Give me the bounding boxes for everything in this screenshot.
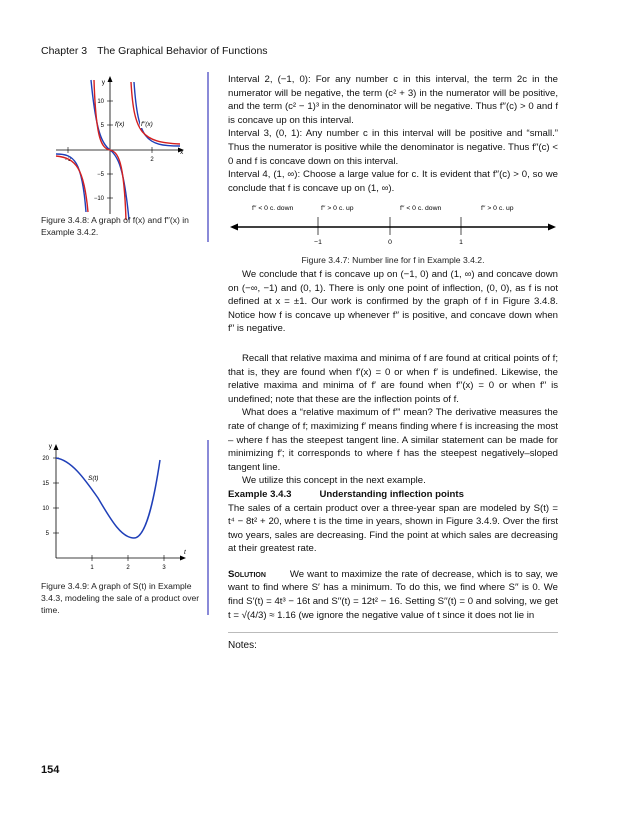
sidebar-rule-lower bbox=[207, 440, 209, 615]
figure-3-4-7-caption: Figure 3.4.7: Number line for f in Example 3.4.2. bbox=[301, 255, 485, 265]
numberline-label: f′′ > 0 c. up bbox=[481, 205, 514, 212]
fig348-x-label: x bbox=[180, 149, 184, 156]
notes-rule bbox=[228, 632, 558, 633]
figure-3-4-9-caption: Figure 3.4.9: A graph of S(t) in Example 3.4.3, modeling the sale of a product over time. bbox=[41, 581, 200, 615]
numberline-label: f′′ > 0 c. up bbox=[321, 205, 354, 212]
chapter-label: Chapter 3 bbox=[41, 45, 88, 57]
paragraph-what: What does a “relative maximum of f′” mean? The derivative measures the rate of change of f; maximizing f′ means finding where f is increasing the most – where f has the steepest tangent line. A similar statement can be made for minimizing f′; it corresponds to where f has the steepest negatively–sloped tangent line. bbox=[228, 407, 558, 473]
sidebar-rule bbox=[207, 72, 209, 242]
figure-3-4-8-caption: Figure 3.4.8: A graph of f(x) and f′′(x) in Example 3.4.2. bbox=[41, 215, 189, 237]
solution-label: Solution bbox=[228, 568, 266, 580]
fig349-y-label: y bbox=[48, 443, 52, 450]
paragraph-conclude: We conclude that f is concave up on (−1, 0) and (1, ∞) and concave down on (−∞, −1) and (0, 1). There is only one point of inflection, (0, 0), as f is not defined at x = ±1. Our work is confirmed by the graph of f in Figure 3.4.8. Notice how f is concave up whenever f′′ is positive, and concave down when f′′ is negative. bbox=[228, 269, 558, 335]
fpp-curve-left bbox=[56, 156, 88, 212]
fig349-ytick: 5 bbox=[45, 531, 49, 537]
fig349-ytick: 20 bbox=[42, 456, 49, 462]
paragraph-solution bbox=[228, 568, 558, 622]
fig348-ytick: −5 bbox=[97, 172, 104, 178]
figure-3-4-9-graph bbox=[36, 440, 196, 575]
fig348-xtick: 2 bbox=[150, 157, 154, 163]
s-curve bbox=[56, 458, 160, 538]
main-text-middle bbox=[228, 268, 558, 622]
figure-3-4-7-number-line bbox=[228, 200, 558, 248]
fig348-y-label: y bbox=[101, 79, 105, 86]
main-text-upper bbox=[228, 73, 558, 195]
numberline-tick: 0 bbox=[388, 239, 392, 246]
fig349-ytick: 10 bbox=[42, 506, 49, 512]
running-header bbox=[41, 45, 268, 57]
fig349-xtick: 3 bbox=[162, 565, 166, 571]
fig348-ytick: 5 bbox=[100, 123, 104, 129]
numberline-tick: −1 bbox=[314, 239, 322, 246]
paragraph-recall: Recall that relative maxima and minima of f are found at critical points of f; that is, they are found when f′(x) = 0 or when f′ is undefined. Likewise, the relative maxima and minima of f′ are found when f′′(x) = 0 or when f′′ is undefined; note that these are the inflection points of f. bbox=[228, 352, 558, 405]
paragraph-example: The sales of a certain product over a three-year span are modeled by S(t) = t⁴ − 8t² + 20, where t is the time in years, shown in Figure 3.4.9. Over the first two years, sales are decreasing. Find the point at which sales are decreasing at their greatest rate. bbox=[228, 502, 558, 555]
page-number: 154 bbox=[41, 764, 60, 776]
numberline-tick: 1 bbox=[459, 239, 463, 246]
f-curve-right bbox=[134, 82, 180, 146]
s-label: S(t) bbox=[88, 475, 99, 482]
fpp-curve-right bbox=[131, 82, 180, 144]
fpp-label: f′′(x) bbox=[141, 121, 153, 128]
chapter-title: The Graphical Behavior of Functions bbox=[97, 45, 268, 57]
figure-3-4-8-graph bbox=[40, 72, 200, 222]
numberline-label: f′′ < 0 c. down bbox=[252, 205, 294, 212]
example-title: Understanding inflection points bbox=[319, 488, 464, 500]
fig349-xtick: 2 bbox=[126, 565, 130, 571]
paragraph-interval-4: Interval 4, (1, ∞): Choose a large value for c. It is evident that f′′(c) > 0, so we conclude that f is concave up on (1, ∞). bbox=[228, 169, 558, 194]
example-heading bbox=[228, 488, 558, 502]
f-label: f(x) bbox=[115, 121, 125, 128]
solution-text: We want to maximize the rate of decrease, which is to say, we want to find where S′ has a minimum. To do this, we find where S′′ is 0. We find S′(t) = 4t³ − 16t and S′′(t) = 12t² − 16. Setting S′′(t) = 0 and solving, we get t = √(4/3) ≈ 1.16 (we ignore the negative value of t since it does not lie in bbox=[228, 568, 558, 621]
numberline-label: f′′ < 0 c. down bbox=[400, 205, 442, 212]
example-number: Example 3.4.3 bbox=[228, 488, 292, 500]
notes-label: Notes: bbox=[228, 640, 257, 651]
fig348-xtick: −2 bbox=[64, 157, 72, 163]
fig349-x-label: t bbox=[184, 549, 186, 556]
paragraph-interval-3: Interval 3, (0, 1): Any number c in this interval will be positive and “small.” Thus the numerator is positive while the denominator is negative. Thus f′′(c) < 0 and f is concave down on this interval. bbox=[228, 128, 558, 167]
fig348-ytick: 10 bbox=[97, 99, 104, 105]
fig349-xtick: 1 bbox=[90, 565, 94, 571]
fig348-ytick: −10 bbox=[93, 196, 104, 202]
fig349-ytick: 15 bbox=[42, 481, 49, 487]
paragraph-utilize: We utilize this concept in the next example. bbox=[242, 475, 426, 487]
paragraph-interval-2: Interval 2, (−1, 0): For any number c in this interval, the term 2c in the numerator will be negative, the term (c² + 3) in the numerator will be positive, and the term (c² − 1)³ in the denominator will be negative. Thus f′′(c) > 0 and f is concave up on this interval. bbox=[228, 74, 558, 126]
